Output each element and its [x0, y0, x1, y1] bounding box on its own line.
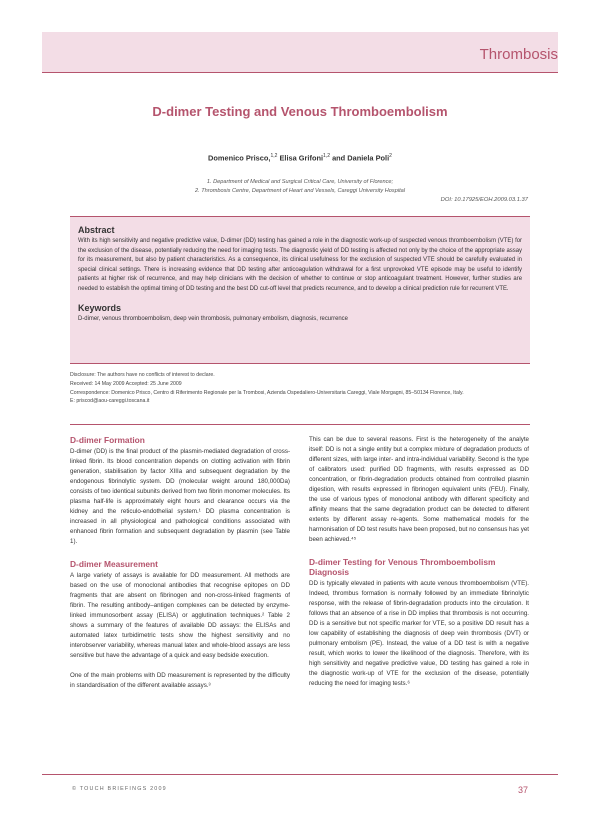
author-name: Elisa Grifoni — [279, 153, 324, 163]
author-affil-mark: 2 — [389, 153, 392, 159]
footer-rule — [42, 774, 558, 775]
affiliation-1: 1. Department of Medical and Surgical Critical Care, University of Florence; — [206, 179, 394, 185]
paragraph: One of the main problems with DD measurement is represented by the difficulty in standardisation of the different available assays.³ — [70, 672, 290, 689]
email-note: E: priscod@aou-careggi.toscana.it — [70, 398, 150, 405]
paragraph: D-dimer (DD) is the final product of the plasmin-mediated degradation of cross-linked fibrin. Its blood concentration depends on clotting activation with fibrin generation, stabilisation by factor XIIIa and subsequent degradation by the endogenous fibrinolytic system. DD (molecular weight around 180,000Da) consists of two identical subunits derived from two fibrin monomer molecules. Its plasma half-life is approximately eight hours and clearance occurs via the kidney and the reticulo-endothelial system.¹ DD plasma concentration is increased in all physiological and pathological conditions associated with enhanced fibrin formation and subsequent degradation by plasmin (see Table 1). — [70, 448, 290, 545]
copyright: © TOUCH BRIEFINGS 2009 — [72, 786, 167, 792]
affiliation-2: 2. Thrombosis Centre, Department of Heart and Vessels, Careggi University Hospital — [195, 188, 405, 194]
author-list — [0, 153, 600, 162]
doi: DOI: 10.17925/EOH.2009.03.1.37 — [440, 197, 528, 203]
abstract-text: With its high sensitivity and negative predictive value, D-dimer (DD) testing has gained a role in the diagnostic work-up of suspected venous thromboembolism (VTE) for the exclusion of the disease, potentially reducing the need for imaging tests. The diagnostic yield of DD testing is affected not only by the choice of the appropriate assay for its measurement, but also by patient characteristics. As a consequence, its clinical usefulness for the exclusion of suspected VTE should be carefully evaluated in special clinical settings. There is increasing evidence that DD testing after anticoagulation withdrawal for a first unprovoked VTE episode may be useful to identify patients at higher risk of recurrence, and may help clinicians with the decision of whether to continue or stop anticoagulant treatment. However, further studies are needed to establish the optimal timing of DD testing and the best DD cut-off level that predicts recurrence, and to develop a clinical prediction rule for recurrent VTE. — [78, 238, 522, 292]
author-name: Domenico Prisco, — [208, 153, 271, 163]
author-name: and Daniela Poli — [332, 153, 390, 163]
keywords-heading: Keywords — [78, 302, 122, 313]
section-heading: D-dimer Testing for Venous Thromboembolism Diagnosis — [309, 557, 496, 577]
disclosure-note: Disclosure: The authors have no conflicts of interest to declare. — [70, 372, 215, 378]
page-number: 37 — [517, 785, 528, 795]
correspondence-note: Correspondence: Domenico Prisco, Centro di Riferimento Regionale per la Trombosi, Azienda Ospedaliero-Universitaria Careggi, Viale Morgagni, 85–50134 Florence, Italy. — [70, 389, 464, 396]
paragraph: This can be due to several reasons. First is the heterogeneity of the analyte itself: DD is not a single entity but a complex mixture of degradation products of different sizes, with large inter- and intra-individual variability. Second is the type of calibrators used: purified DD fragments, with results expressed as DD concentration, or fibrin-degradation products obtained from controlled plasmin digestion, with results expressed in fibrinogen equivalent units (FEU). Finally, the use of various types of monoclonal antibody with different specificity and affinity means that the same degradation product can be detected to different extents by different assay re-agents. Some mathematical models for the harmonisation of DD test results have been proposed, but no consensus has yet been achieved.⁴⁵ — [309, 436, 529, 543]
article-title: D-dimer Testing and Venous Thromboembolism — [152, 104, 448, 119]
paragraph: DD is typically elevated in patients with acute venous thromboembolism (VTE). Indeed, thrombus formation is normally followed by an immediate fibrinolytic response, with the release of fibrin-degradation products into the circulation. It follows that an absence of a rise in DD implies that thrombosis is not occurring. DD is a sensitive but not specific marker for VTE, so a positive DD result has a low capability of establishing the diagnosis of deep vein thrombosis (DVT) or pulmonary embolism (PE). Instead, the value of a DD test is with a negative result, which works to lower the likelihood of the diagnosis. Therefore, with its high sensitivity and negative predictive value, DD testing has gained a role in the diagnostic work-up of VTE for the exclusion of the disease, potentially reducing the need for imaging tests.⁶ — [309, 580, 529, 687]
author-affil-mark: 1,2 — [323, 153, 330, 159]
header-rule — [42, 72, 558, 73]
article-notes — [70, 371, 530, 406]
section-heading: D-dimer Measurement — [70, 559, 158, 569]
right-column — [309, 435, 529, 689]
abstract-box — [70, 216, 530, 364]
left-column — [70, 435, 290, 691]
author-affil-mark: 1,2 — [270, 153, 278, 159]
received-note: Received: 14 May 2009 Accepted: 25 June 2009 — [70, 380, 182, 387]
paragraph: A large variety of assays is available for DD measurement. All methods are based on the use of monoclonal antibodies that recognise epitopes on DD fragments that are absent on fibrinogen and non-cross-linked fragments of fibrin. The resulting antibody–antigen complexes can be detected by enzyme-linked immunosorbent assay (ELISA) or agglutination techniques.² Table 2 shows a summary of the features of available DD assays: the ELISAs and automated latex turbidimetric tests show the highest sensitivity and no interobserver variability, whereas manual latex and whole-blood assays are less sensitive but have the advantage of a quick and easy bedside execution. — [70, 572, 290, 659]
notes-rule — [70, 424, 530, 425]
abstract-heading: Abstract — [78, 225, 115, 235]
section-tag: Thrombosis — [479, 46, 558, 63]
section-heading: D-dimer Formation — [70, 435, 145, 445]
keywords-text: D-dimer, venous thromboembolism, deep vein thrombosis, pulmonary embolism, diagnosis, recurrence — [78, 315, 348, 322]
